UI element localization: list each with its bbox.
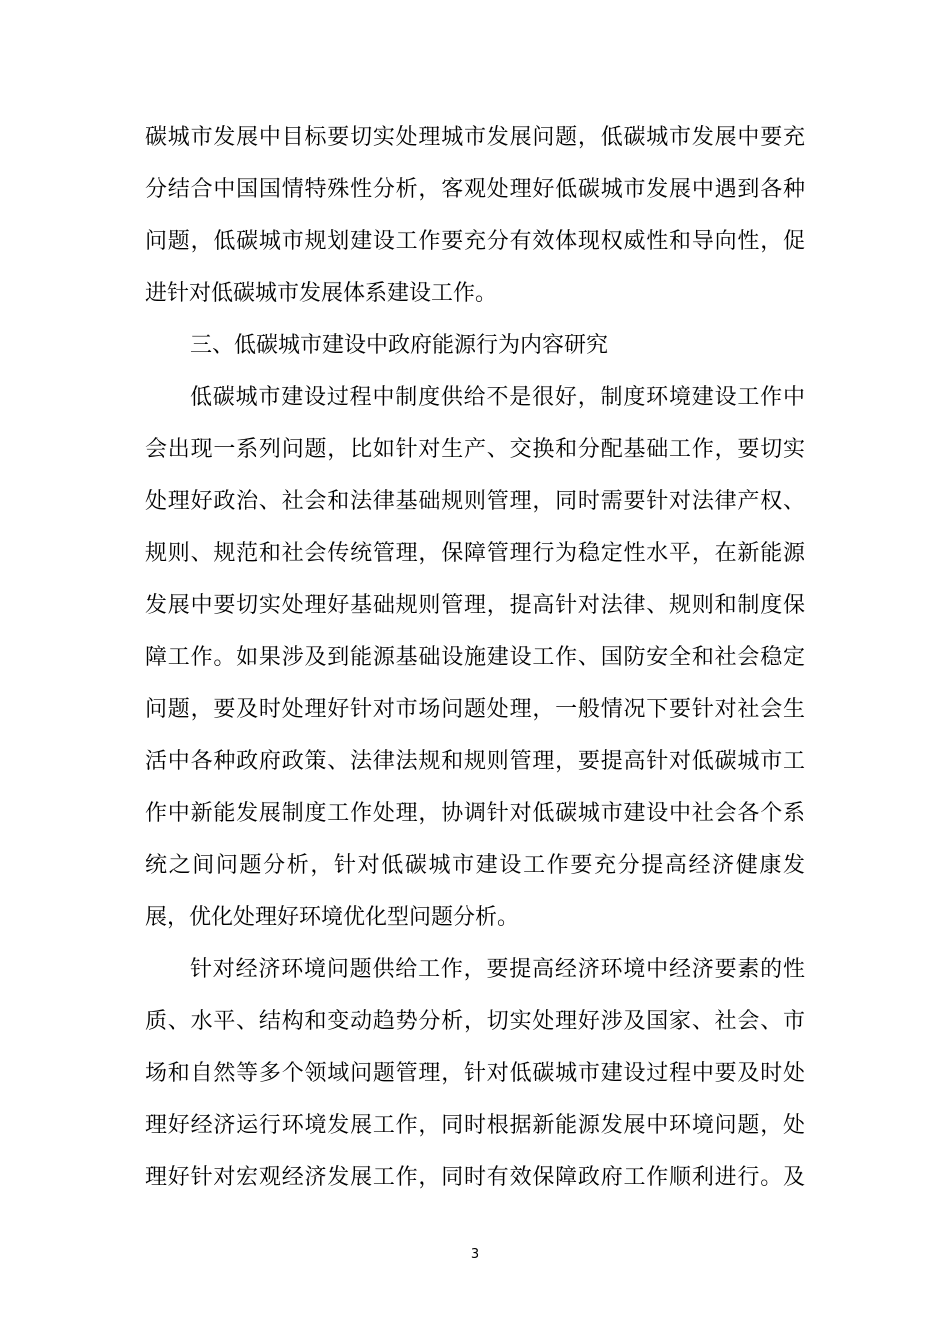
text-line: 问题，要及时处理好针对市场问题处理，一般情况下要针对社会生	[145, 697, 805, 722]
text-line: 理好针对宏观经济发展工作，同时有效保障政府工作顺利进行。及	[145, 1165, 805, 1190]
text-line: 障工作。如果涉及到能源基础设施建设工作、国防安全和社会稳定	[145, 645, 805, 670]
text-line: 会出现一系列问题，比如针对生产、交换和分配基础工作，要切实	[145, 437, 805, 462]
text-line: 低碳城市建设过程中制度供给不是很好，制度环境建设工作中	[190, 385, 805, 410]
text-line: 规则、规范和社会传统管理，保障管理行为稳定性水平，在新能源	[145, 541, 805, 566]
section-heading: 三、低碳城市建设中政府能源行为内容研究	[190, 333, 609, 358]
text-line: 进针对低碳城市发展体系建设工作。	[145, 281, 498, 306]
text-line: 场和自然等多个领域问题管理，针对低碳城市建设过程中要及时处	[145, 1061, 805, 1086]
text-line: 质、水平、结构和变动趋势分析，切实处理好涉及国家、社会、市	[145, 1009, 805, 1034]
text-line: 处理好政治、社会和法律基础规则管理，同时需要针对法律产权、	[145, 489, 805, 514]
text-line: 理好经济运行环境发展工作，同时根据新能源发展中环境问题，处	[145, 1113, 805, 1138]
text-line: 活中各种政府政策、法律法规和规则管理，要提高针对低碳城市工	[145, 749, 805, 774]
text-line: 展，优化处理好环境优化型问题分析。	[145, 905, 520, 930]
text-line: 针对经济环境问题供给工作，要提高经济环境中经济要素的性	[190, 957, 805, 982]
text-line: 发展中要切实处理好基础规则管理，提高针对法律、规则和制度保	[145, 593, 805, 618]
text-line: 问题，低碳城市规划建设工作要充分有效体现权威性和导向性，促	[145, 229, 805, 254]
text-line: 碳城市发展中目标要切实处理城市发展问题，低碳城市发展中要充	[145, 125, 805, 150]
page-number: 3	[470, 1247, 480, 1262]
text-line: 作中新能发展制度工作处理，协调针对低碳城市建设中社会各个系	[145, 801, 805, 826]
text-line: 分结合中国国情特殊性分析，客观处理好低碳城市发展中遇到各种	[145, 177, 805, 202]
text-line: 统之间问题分析，针对低碳城市建设工作要充分提高经济健康发	[145, 853, 805, 878]
